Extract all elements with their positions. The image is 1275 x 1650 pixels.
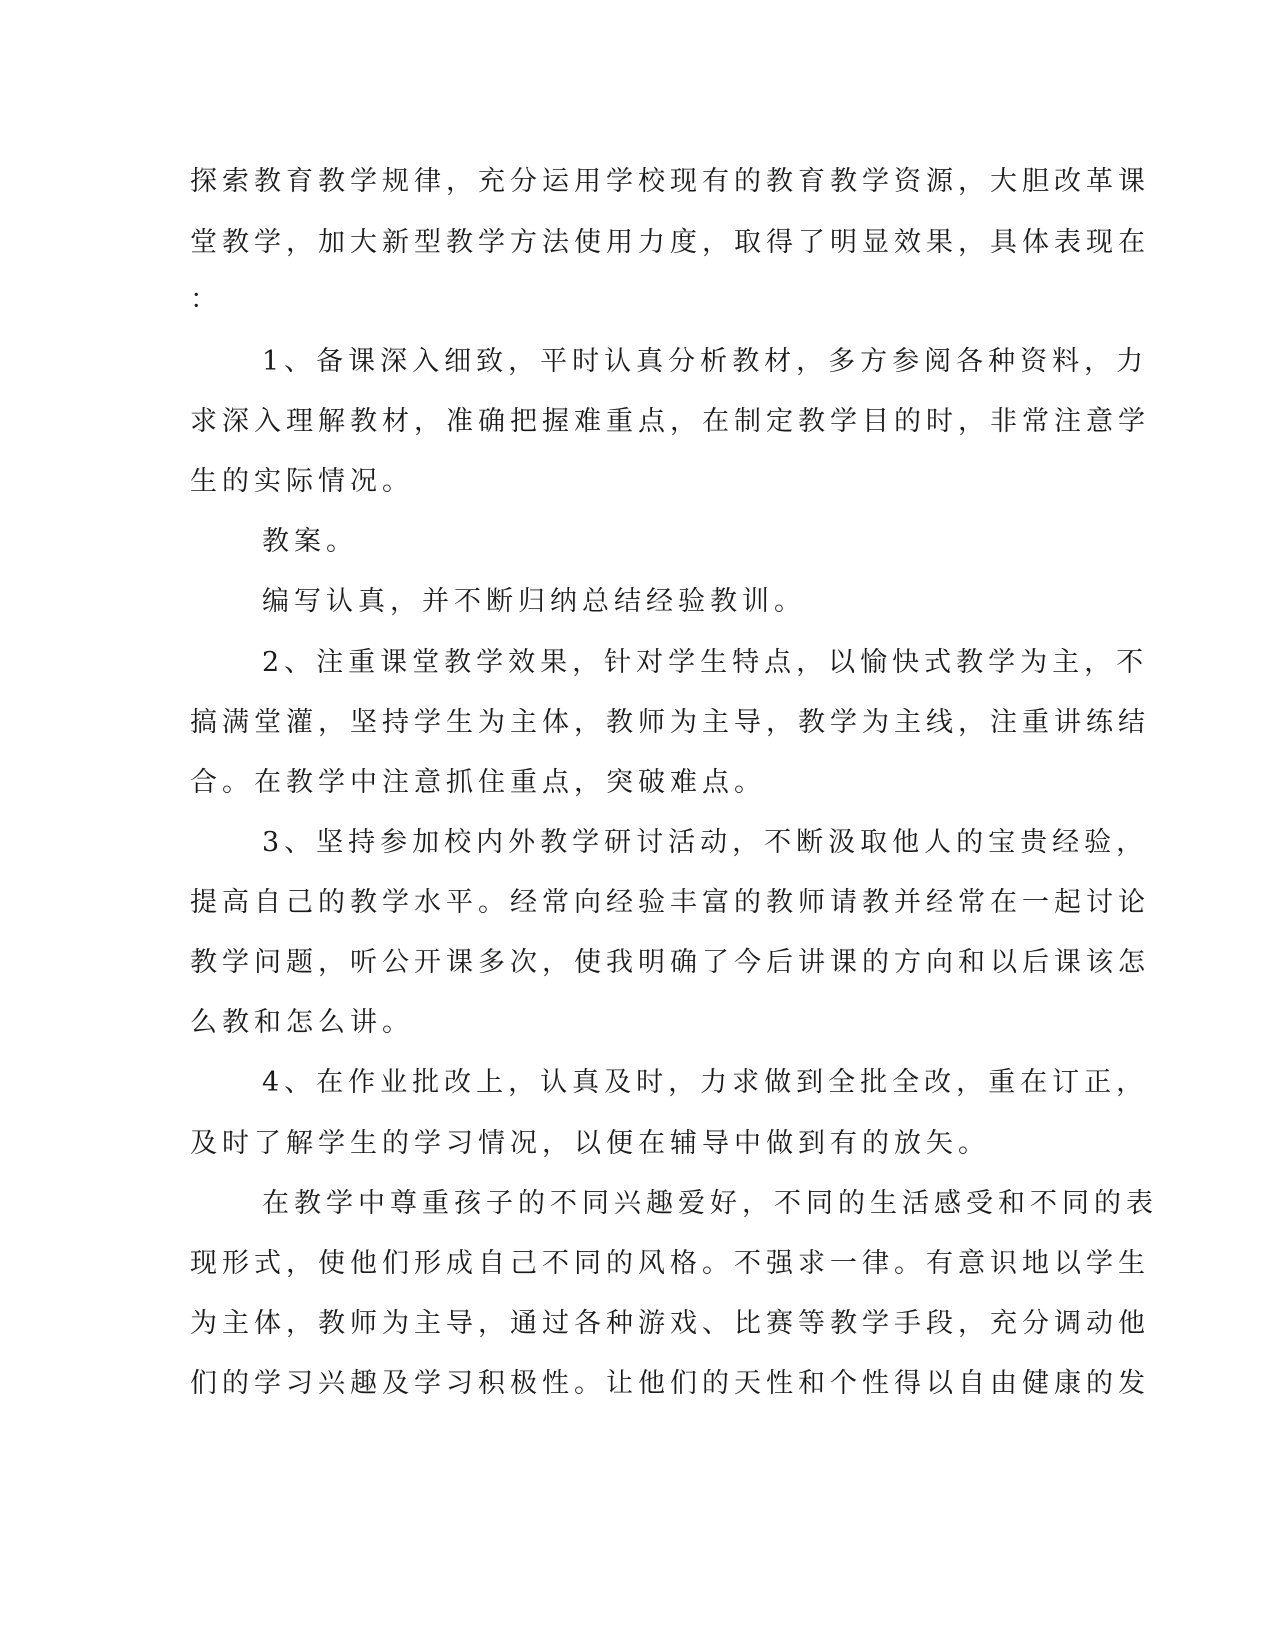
text-line: 教学问题，听公开课多次，使我明确了今后讲课的方向和以后课该怎 <box>190 947 1150 978</box>
text-line: 么教和怎么讲。 <box>190 1007 414 1038</box>
text-line: 们的学习兴趣及学习积极性。让他们的天性和个性得以自由健康的发 <box>190 1368 1150 1399</box>
text-line: 1、备课深入细致，平时认真分析教材，多方参阅各种资料，力 <box>262 346 1149 377</box>
text-line: 及时了解学生的学习情况，以便在辅导中做到有的放矢。 <box>190 1128 990 1159</box>
text-line: 在教学中尊重孩子的不同兴趣爱好，不同的生活感受和不同的表 <box>262 1188 1158 1219</box>
text-line: 堂教学，加大新型教学方法使用力度，取得了明显效果，具体表现在 <box>190 227 1150 258</box>
text-line: 现形式，使他们形成自己不同的风格。不强求一律。有意识地以学生 <box>190 1248 1150 1279</box>
text-line: ： <box>190 284 222 315</box>
text-line: 教案。 <box>262 526 358 557</box>
text-line: 生的实际情况。 <box>190 466 414 497</box>
text-line: 3、坚持参加校内外教学研讨活动，不断汲取他人的宝贵经验， <box>262 827 1149 858</box>
text-line: 4、在作业批改上，认真及时，力求做到全批全改，重在订正， <box>262 1067 1149 1098</box>
text-line: 合。在教学中注意抓住重点，突破难点。 <box>190 767 766 798</box>
text-line: 编写认真，并不断归纳总结经验教训。 <box>262 586 806 617</box>
text-line: 探索教育教学规律，充分运用学校现有的教育教学资源，大胆改革课 <box>190 166 1150 197</box>
text-line: 搞满堂灌，坚持学生为主体，教师为主导，教学为主线，注重讲练结 <box>190 707 1150 738</box>
text-line: 为主体，教师为主导，通过各种游戏、比赛等教学手段，充分调动他 <box>190 1308 1150 1339</box>
text-line: 提高自己的教学水平。经常向经验丰富的教师请教并经常在一起讨论 <box>190 887 1150 918</box>
text-line: 2、注重课堂教学效果，针对学生特点，以愉快式教学为主，不 <box>262 647 1149 678</box>
text-line: 求深入理解教材，准确把握难重点，在制定教学目的时，非常注意学 <box>190 406 1150 437</box>
